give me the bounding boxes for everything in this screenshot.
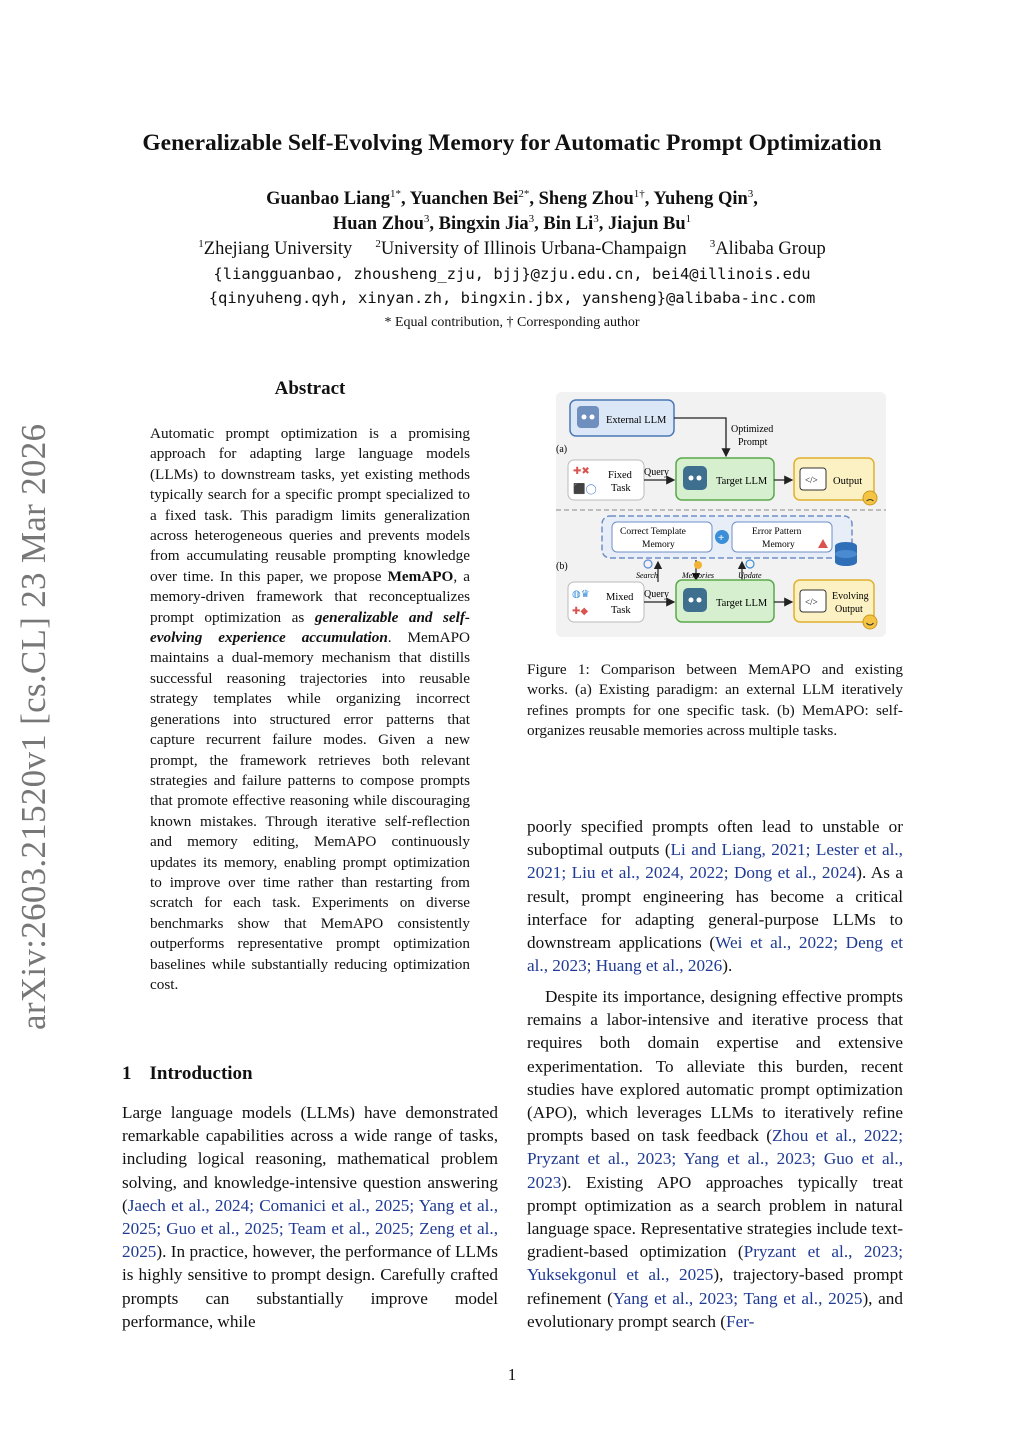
body-text: ). In practice, however, the performance of LLMs is highly sensitive to prompt design. Carefully crafted prompts can substantially improve model performance, while <box>122 1242 498 1331</box>
optimized-prompt-label-1: Optimized <box>731 424 774 435</box>
panel-label-b: (b) <box>556 561 568 572</box>
evolving-label-2: Output <box>835 604 863 615</box>
external-llm-label: External LLM <box>606 415 667 426</box>
author-separator: , <box>753 189 758 210</box>
affiliation-mark: 1 <box>198 238 204 250</box>
citation-link[interactable]: Jaech et al., 2024; Comanici et al., 2025; Yang et al., 2025; Guo et al., 2025; Team et al., 2025; Zeng et al., 2025 <box>122 1195 498 1262</box>
author-name: Yuanchen Bei <box>409 189 519 210</box>
section-heading <box>122 1063 253 1085</box>
mixed-task-label-2: Task <box>611 605 631 616</box>
author-name: Guanbao Liang <box>266 189 390 210</box>
citation-link[interactable]: Zhou et al., 2022; Pryzant et al., 2023; Yang et al., 2023; Guo et al., 2023 <box>527 1126 903 1192</box>
svg-text:+: + <box>718 532 725 544</box>
fixed-task-label-1: Fixed <box>608 470 632 481</box>
section-title: Introduction <box>149 1063 253 1084</box>
abstract-body <box>150 424 470 995</box>
svg-text:</>: </> <box>805 475 818 485</box>
abstract-text: . MemAPO maintains a dual-memory mechanism that distills successful reasoning trajectories into reusable strategy templates while organizing incorrect generations into structured error patterns that capture recurrent failure modes. Given a new prompt, the framework retrieves both relevant strategies and failure patterns to compose prompts that promote effective reasoning while discouraging known mistakes. Through iterative self-reflection and memory editing, MemAPO continuously updates its memory, enabling prompt optimization to improve over time rather than restarting from scratch for each task. Experiments on diverse benchmarks show that MemAPO consistently outperforms representative prompt optimization baselines while substantially reducing optimization cost. <box>150 629 470 993</box>
correct-memory-label-1: Correct Template <box>620 527 686 537</box>
author-name: Jiajun Bu <box>607 214 686 235</box>
body-text: ), trajectory-based prompt refinement ( <box>527 1265 904 1308</box>
paper-title: Generalizable Self-Evolving Memory for Automatic Prompt Optimization <box>142 130 882 156</box>
author-affiliation-mark: 3 <box>423 213 430 225</box>
author-name: Yuheng Qin <box>653 189 748 210</box>
body-text: ), and evolutionary prompt search ( <box>527 1288 903 1331</box>
target-llm-label: Target LLM <box>716 598 768 609</box>
author-line-1 <box>0 188 1024 210</box>
citation-link[interactable]: Yang et al., 2023; Tang et al., 2025 <box>612 1288 863 1308</box>
author-separator: , <box>401 189 410 210</box>
output-label: Output <box>833 476 863 487</box>
author-affiliation-mark: 1† <box>633 188 645 200</box>
paragraph <box>527 985 903 1333</box>
abstract-heading: Abstract <box>274 378 346 399</box>
method-name: MemAPO <box>387 567 454 585</box>
mixed-task-label-1: Mixed <box>606 592 634 603</box>
task-icon: ◍♛ <box>572 589 590 600</box>
fixed-task-box <box>568 460 644 500</box>
author-affiliation-mark: 2* <box>518 188 530 200</box>
email-line-2: {qinyuheng.qyh, xinyan.zh, bingxin.jbx, yansheng}@alibaba-inc.com <box>208 289 816 307</box>
memory-container <box>602 516 852 558</box>
author-name: Huan Zhou <box>332 214 424 235</box>
author-affiliation-mark: 3 <box>593 213 599 225</box>
author-line-2 <box>0 213 1024 235</box>
author-separator: , <box>529 189 539 210</box>
author-affiliation-mark: 1* <box>390 188 401 200</box>
body-text: ). Existing APO approaches typically treat prompt optimization as a search problem in natural language space. Representative strategies include text-gradient-based optimization ( <box>527 1172 903 1262</box>
robot-icon <box>683 588 707 612</box>
robot-icon <box>683 466 707 490</box>
query-label: Query <box>644 467 669 478</box>
target-llm-box-b <box>676 580 774 622</box>
search-label: Search <box>636 571 658 580</box>
citation-link[interactable]: Fer- <box>726 1311 755 1331</box>
fixed-task-label-2: Task <box>611 483 631 494</box>
mixed-task-box <box>568 582 644 622</box>
citation-link[interactable]: Pryzant et al., 2023; Yuksekgonul et al., 2025 <box>527 1242 903 1285</box>
arxiv-identifier: arXiv:2603.21520v1 [cs.CL] 23 Mar 2026 <box>14 423 53 1030</box>
citation-link[interactable]: Wei et al., 2022; Deng et al., 2023; Huang et al., 2026 <box>527 933 903 976</box>
contribution-note: * Equal contribution, † Corresponding author <box>384 315 640 330</box>
author-separator: , <box>534 214 544 235</box>
affiliations <box>0 238 1024 260</box>
intro-paragraph <box>122 1101 498 1333</box>
task-icon: ✚◆ <box>572 606 589 617</box>
output-box <box>794 458 877 505</box>
author-affiliation-mark: 3 <box>747 188 754 200</box>
affiliation-mark: 2 <box>375 238 381 250</box>
task-icon: ⬛◯ <box>573 484 597 495</box>
paragraph-continued <box>527 815 903 977</box>
target-llm-box-a <box>676 458 774 500</box>
affiliation-name: University of Illinois Urbana-Champaign <box>380 239 687 260</box>
sad-face-icon <box>863 491 877 505</box>
optimized-prompt-label-2: Prompt <box>738 437 768 448</box>
task-icon: ✚✖ <box>573 466 590 477</box>
email-line-1: {liangguanbao, zhousheng_zju, bjj}@zju.edu.cn, bei4@illinois.edu <box>213 265 811 283</box>
abstract-text: , a memory-driven framework that reconceptualizes prompt optimization as <box>150 567 470 626</box>
author-name: Bin Li <box>543 214 594 235</box>
abstract-text: Automatic prompt optimization is a promising approach for adapting large language models (LLMs) to downstream tasks, yet existing methods typically search for a specific prompt specialized to a fixed task. This paradigm limits generalization across heterogeneous queries and prevents models from accumulating reusable prompting knowledge over time. In this paper, we propose <box>150 425 470 585</box>
database-icon <box>835 542 857 566</box>
svg-text:</>: </> <box>805 597 818 607</box>
update-label: Update <box>738 571 762 580</box>
author-affiliation-mark: 1 <box>685 213 692 225</box>
author-separator: , <box>644 189 654 210</box>
robot-icon <box>577 406 599 428</box>
author-separator: , <box>598 214 608 235</box>
target-llm-label: Target LLM <box>716 476 768 487</box>
section-number: 1 <box>122 1063 132 1084</box>
error-memory-label-1: Error Pattern <box>752 527 802 537</box>
body-text: poorly specified prompts often lead to unstable or suboptimal outputs ( <box>527 817 903 860</box>
affiliation-name: Zhejiang University <box>203 239 353 260</box>
panel-label-a: (a) <box>556 444 568 455</box>
body-text: Large language models (LLMs) have demonstrated remarkable capabilities across a wide range of tasks, including logical reasoning, mathematical problem solving, and knowledge-intensive question answering ( <box>122 1103 498 1215</box>
lightbulb-icon <box>694 561 702 569</box>
evolving-output-box <box>794 580 877 629</box>
smile-face-icon <box>863 615 877 629</box>
correct-memory-label-2: Memory <box>642 540 675 550</box>
query-label: Query <box>644 589 669 600</box>
author-name: Bingxin Jia <box>438 214 529 235</box>
author-separator: , <box>429 214 439 235</box>
author-affiliation-mark: 3 <box>528 213 535 225</box>
citation-link[interactable]: Li and Liang, 2021; Lester et al., 2021; Liu et al., 2024, 2022; Dong et al., 2024 <box>527 840 903 883</box>
author-name: Sheng Zhou <box>538 189 634 210</box>
memories-label: Memories <box>682 571 714 580</box>
affiliation-mark: 3 <box>709 238 716 250</box>
body-text: ). As a result, prompt engineering has become a critical interface for adapting general-purpose LLMs to downstream applications ( <box>527 863 903 953</box>
affiliation-name: Alibaba Group <box>715 239 826 260</box>
evolving-label-1: Evolving <box>832 591 869 602</box>
body-text: ). <box>722 956 733 976</box>
page-number: 1 <box>507 1365 517 1384</box>
abstract-emphasis: generalizable and self-evolving experience accumulation <box>150 608 470 647</box>
figure-1-diagram <box>556 392 886 637</box>
external-llm-box <box>570 400 674 436</box>
body-text: Despite its importance, designing effective prompts remains a labor-intensive and iterative process that requires both domain expertise and extensive experimentation. To alleviate this burden, recent studies have explored automatic prompt optimization (APO), which leverages LLMs to iteratively refine prompts based on task feedback ( <box>527 987 903 1146</box>
figure-caption: Figure 1: Comparison between MemAPO and existing works. (a) Existing paradigm: an external LLM iteratively refines prompts for one specific task. (b) MemAPO: self-organizes reusable memories across multiple tasks. <box>527 661 903 740</box>
error-memory-label-2: Memory <box>762 540 795 550</box>
